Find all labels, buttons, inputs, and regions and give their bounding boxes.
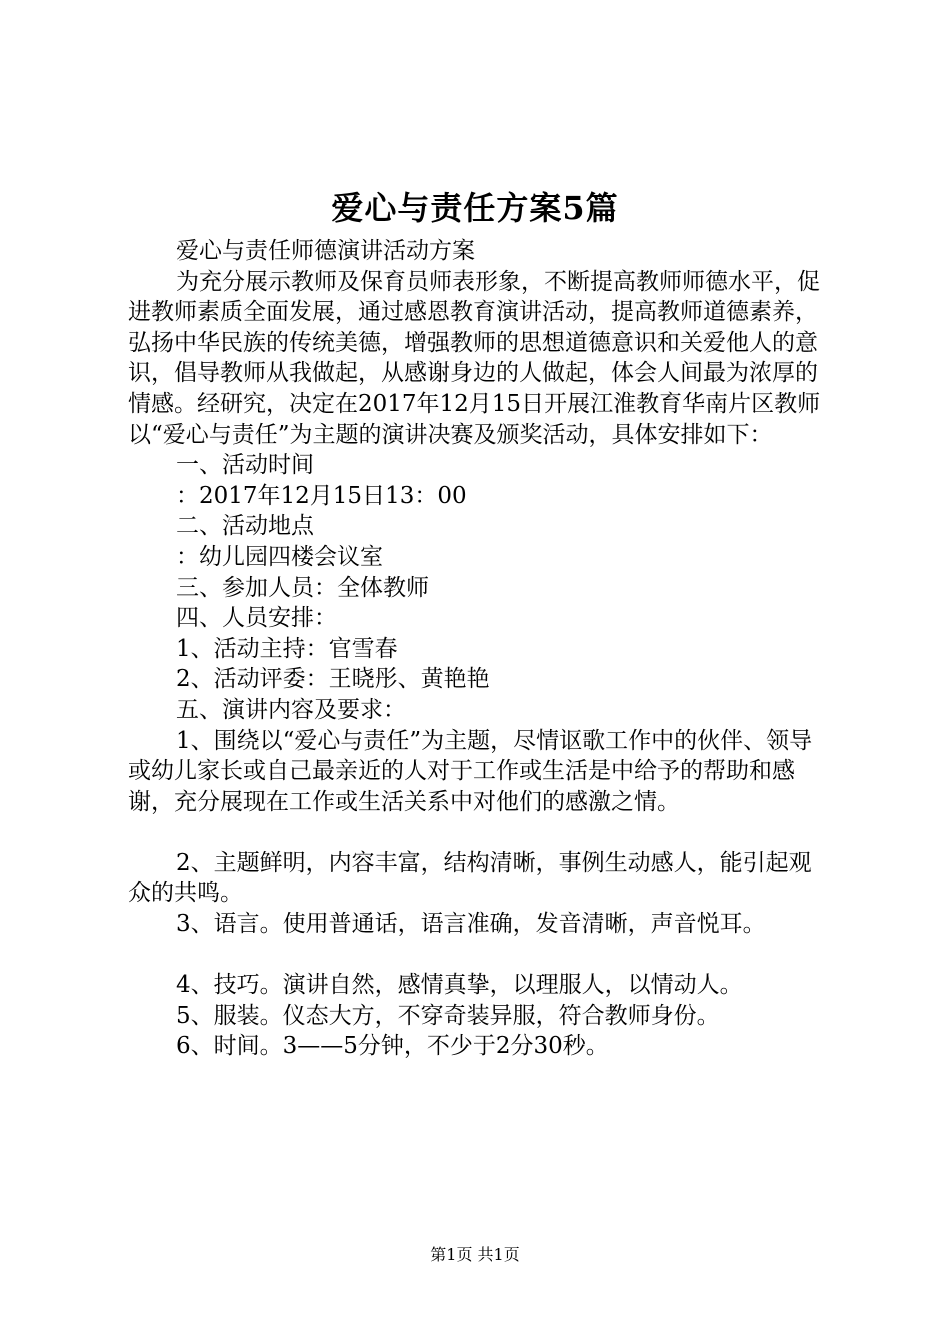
section-content-requirements: 五、演讲内容及要求： xyxy=(176,696,406,723)
requirement-item: 6、时间。3——5分钟，不少于2分30秒。 xyxy=(176,1033,609,1060)
document-subtitle: 爱心与责任师德演讲活动方案 xyxy=(176,238,475,264)
page-footer: 第1页 共1页 xyxy=(430,1245,520,1264)
intro-paragraph: 为充分展示教师及保育员师表形象，不断提高教师师德水平，促进教师素质全面发展，通过感恩教育演讲活动，提高教师道德素养，弘扬中华民族的传统美德，增强教师的思想道德意识和关爱他人的意识，倡导教师从我做起，从感谢身边的人做起，体会人间最为浓厚的情感。经研究，决定在2017年12月15日开展江淮教育华南片区教师以“爱心与责任”为主题的演讲决赛及颁奖活动，具体安排如下： xyxy=(128,268,821,448)
document-body xyxy=(128,236,832,1062)
staff-judges: 2、活动评委：王晓彤、黄艳艳 xyxy=(176,666,490,693)
requirement-item: 3、语言。使用普通话，语言准确，发音清晰，声音悦耳。 xyxy=(176,911,766,938)
requirement-item: 1、围绕以“爱心与责任”为主题，尽情讴歌工作中的伙伴、领导或幼儿家长或自己最亲近的人对于工作或生活是中给予的帮助和感谢，充分展现在工作或生活关系中对他们的感激之情。 xyxy=(128,727,813,815)
document-title: 爱心与责任方案5篇 xyxy=(331,189,619,227)
section-activity-time: 一、活动时间 xyxy=(176,452,314,479)
activity-time-value: ：2017年12月15日13：00 xyxy=(176,482,467,509)
section-participants: 三、参加人员：全体教师 xyxy=(176,574,429,601)
section-activity-location: 二、活动地点 xyxy=(176,513,314,540)
requirement-item: 2、主题鲜明，内容丰富，结构清晰，事例生动感人，能引起观众的共鸣。 xyxy=(128,849,812,907)
requirement-item: 4、技巧。演讲自然，感情真挚，以理服人，以情动人。 xyxy=(176,972,743,999)
staff-host: 1、活动主持：官雪春 xyxy=(176,635,398,662)
section-staff-arrangement: 四、人员安排： xyxy=(176,605,337,632)
activity-location-value: ：幼儿园四楼会议室 xyxy=(176,543,383,570)
requirement-item: 5、服装。仪态大方，不穿奇装异服，符合教师身份。 xyxy=(176,1002,720,1029)
